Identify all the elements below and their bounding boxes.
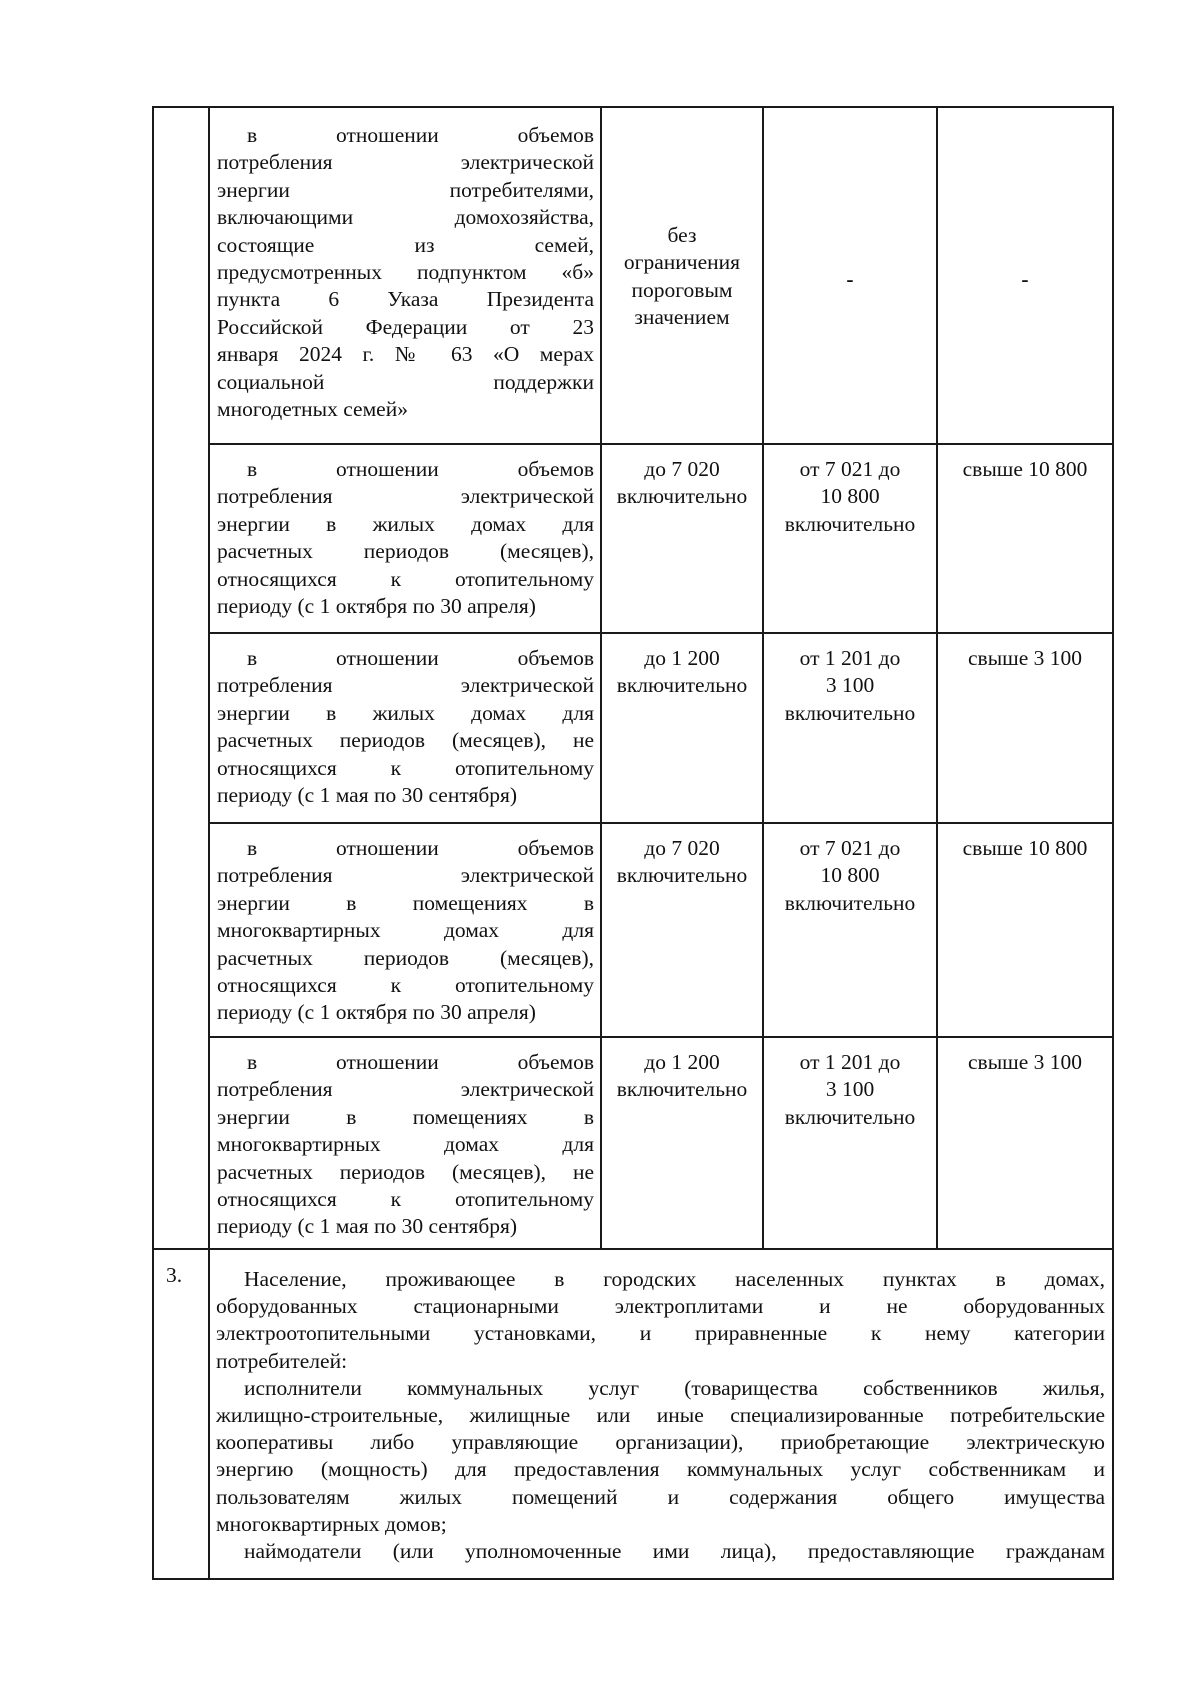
row-2-threshold-1 [602, 456, 762, 511]
desc-line: потребления электрической [217, 484, 594, 509]
section-line: жилищно-строительные, жилищные или иные специализированные потребительские [216, 1403, 1105, 1428]
cell-line: от 1 201 до [799, 1050, 901, 1074]
cell-line: пороговым [631, 277, 733, 302]
desc-line: расчетных периодов (месяцев), [217, 539, 594, 564]
desc-line: энергии в помещениях в [217, 890, 594, 915]
cell-line: свыше 3 100 [968, 1050, 1082, 1074]
desc-line: периоду (с 1 октября по 30 апреля) [217, 594, 536, 619]
cell-line: включительно [616, 673, 748, 698]
cell-line: без [667, 223, 697, 247]
desc-line: Российской Федерации от 23 [217, 314, 594, 339]
section-line: Население, проживающее в городских населенных пунктах в домах, [244, 1267, 1105, 1291]
desc-line: расчетных периодов (месяцев), не [217, 728, 594, 753]
desc-line: относящихся к отопительному [217, 755, 594, 780]
desc-line: расчетных периодов (месяцев), [217, 945, 594, 970]
row-3-threshold-1 [602, 645, 762, 700]
desc-line: пункта 6 Указа Президента [217, 287, 594, 312]
cell-line: до 7 020 [644, 836, 720, 860]
desc-line: в отношении объемов [247, 1050, 594, 1074]
cell-line: включительно [616, 484, 748, 509]
row-3-threshold-2 [764, 645, 936, 727]
desc-line: энергии в жилых домах для [217, 511, 594, 536]
table-border-bottom [152, 1578, 1114, 1580]
desc-line: в отношении объемов [247, 123, 594, 147]
row-4-threshold-3 [938, 835, 1112, 862]
cell-line: - [1021, 267, 1029, 291]
row-2-threshold-2 [764, 456, 936, 538]
row-2-description [217, 456, 594, 620]
section-line: многоквартирных домов; [216, 1511, 447, 1536]
desc-line: энергии в помещениях в [217, 1104, 594, 1129]
cell-line: 3 100 [825, 673, 875, 698]
desc-line: относящихся к отопительному [217, 973, 594, 998]
row-4-threshold-1 [602, 835, 762, 890]
desc-line: относящихся к отопительному [217, 566, 594, 591]
row-1-threshold-3 [938, 266, 1112, 293]
desc-line: многоквартирных домах для [217, 1132, 594, 1157]
cell-line: включительно [784, 700, 916, 725]
desc-line: энергии потребителями, [217, 177, 594, 202]
cell-line: 3 100 [825, 1077, 875, 1102]
desc-line: относящихся к отопительному [217, 1187, 594, 1212]
desc-line: энергии в жилых домах для [217, 700, 594, 725]
row-divider-section3 [152, 1248, 1114, 1250]
row-1-description [217, 122, 594, 423]
section-3-number: 3. [166, 1263, 183, 1287]
section-line: оборудованных стационарными электроплитами и не оборудованных [216, 1294, 1105, 1319]
table-border-left [152, 106, 154, 1580]
column-divider-number [208, 106, 210, 1580]
cell-line: от 7 021 до [799, 836, 901, 860]
desc-line: многодетных семей» [217, 397, 408, 422]
section-line: энергию (мощность) для предоставления коммунальных услуг собственникам и [216, 1457, 1105, 1482]
table-border-right [1112, 106, 1114, 1580]
row-5-threshold-2 [764, 1049, 936, 1131]
row-3-threshold-3 [938, 645, 1112, 672]
desc-line: потребления электрической [217, 673, 594, 698]
desc-line: состоящие из семей, [217, 232, 594, 257]
row-3-description [217, 645, 594, 809]
cell-line: до 7 020 [644, 457, 720, 481]
cell-line: 10 800 [820, 484, 880, 509]
cell-line: свыше 3 100 [968, 646, 1082, 670]
row-5-threshold-3 [938, 1049, 1112, 1076]
cell-line: от 1 201 до [799, 646, 901, 670]
table-border-top [152, 106, 1114, 108]
row-5-threshold-1 [602, 1049, 762, 1104]
cell-line: включительно [784, 511, 916, 536]
desc-line: периоду (с 1 октября по 30 апреля) [217, 1000, 536, 1025]
cell-line: 10 800 [820, 863, 880, 888]
desc-line: потребления электрической [217, 1077, 594, 1102]
section-line: потребителей: [216, 1348, 348, 1373]
cell-line: ограничения [623, 250, 741, 275]
row-divider-1 [208, 443, 1114, 445]
cell-line: значением [634, 305, 730, 330]
desc-line: периоду (с 1 мая по 30 сентября) [217, 1214, 518, 1239]
cell-line: включительно [616, 863, 748, 888]
desc-line: расчетных периодов (месяцев), не [217, 1159, 594, 1184]
desc-line: в отношении объемов [247, 646, 594, 670]
row-1-threshold-1 [602, 222, 762, 332]
row-2-threshold-3 [938, 456, 1112, 483]
desc-line: в отношении объемов [247, 457, 594, 481]
row-divider-2 [208, 632, 1114, 634]
section-line: кооперативы либо управляющие организации), приобретающие электрическую [216, 1430, 1105, 1455]
section-line: исполнители коммунальных услуг (товарищества собственников жилья, [244, 1375, 1105, 1400]
row-5-description [217, 1049, 594, 1241]
row-4-threshold-2 [764, 835, 936, 917]
cell-line: включительно [616, 1077, 748, 1102]
desc-line: января 2024 г. № 63 «О мерах [217, 342, 594, 367]
section-3-text [216, 1266, 1105, 1565]
cell-line: включительно [784, 1104, 916, 1129]
cell-line: до 1 200 [644, 1050, 720, 1074]
desc-line: многоквартирных домах для [217, 918, 594, 943]
desc-line: потребления электрической [217, 150, 594, 175]
desc-line: социальной поддержки [217, 369, 594, 394]
row-4-description [217, 835, 594, 1027]
desc-line: предусмотренных подпунктом «б» [217, 260, 594, 285]
cell-line: включительно [784, 890, 916, 915]
cell-line: от 7 021 до [799, 457, 901, 481]
cell-line: до 1 200 [644, 646, 720, 670]
cell-line: свыше 10 800 [962, 836, 1088, 860]
row-divider-3 [208, 822, 1114, 824]
section-line: электроотопительными установками, и приравненные к нему категории [216, 1321, 1105, 1346]
desc-line: включающими домохозяйства, [217, 205, 594, 230]
section-line: пользователям жилых помещений и содержания общего имущества [216, 1484, 1105, 1509]
cell-line: - [846, 267, 854, 291]
desc-line: потребления электрической [217, 863, 594, 888]
section-line: наймодатели (или уполномоченные ими лица), предоставляющие гражданам [244, 1539, 1105, 1564]
row-1-threshold-2 [764, 266, 936, 293]
desc-line: в отношении объемов [247, 836, 594, 860]
cell-line: свыше 10 800 [962, 457, 1088, 481]
desc-line: периоду (с 1 мая по 30 сентября) [217, 783, 518, 808]
row-divider-4 [208, 1036, 1114, 1038]
